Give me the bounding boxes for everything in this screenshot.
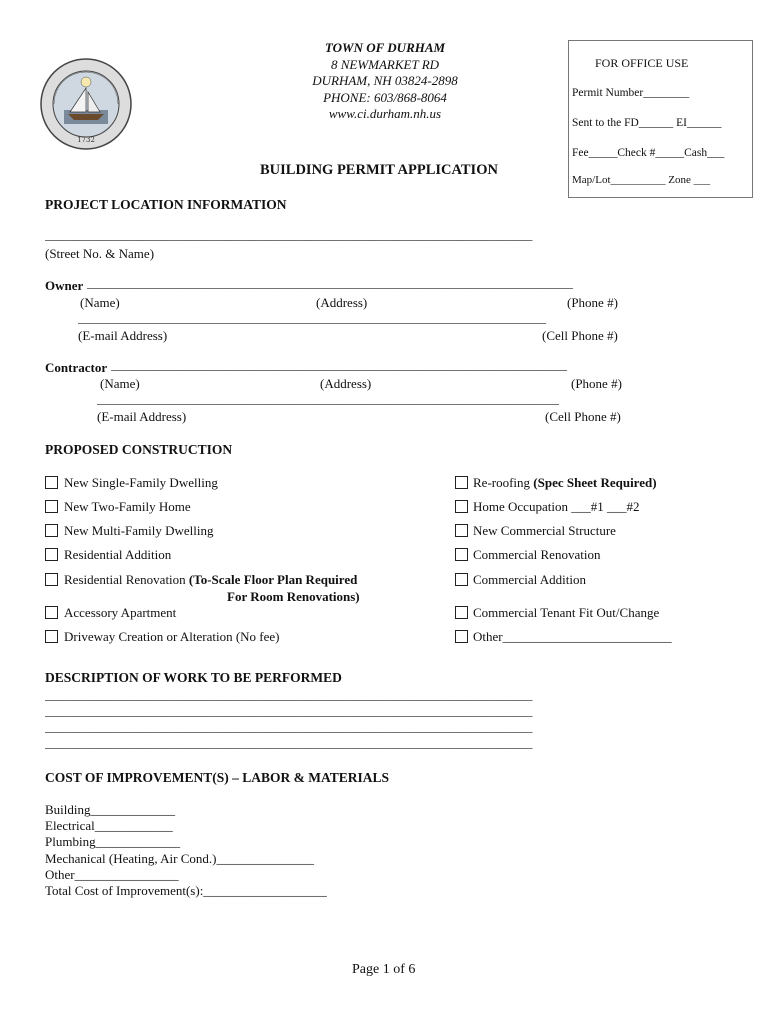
contractor-line-2[interactable]: _____________________________________________________________________________ bbox=[97, 392, 559, 406]
street-label: (Street No. & Name) bbox=[45, 246, 155, 261]
fee-field[interactable]: Fee_____Check #_____Cash___ bbox=[572, 147, 725, 159]
option-residential-addition: Residential Addition bbox=[64, 547, 172, 562]
checkbox-reroofing[interactable] bbox=[455, 476, 468, 489]
option-new-multi-family: New Multi-Family Dwelling bbox=[64, 523, 214, 538]
cost-electrical[interactable]: Electrical____________ bbox=[45, 818, 173, 833]
contractor-phone-label: (Phone #) bbox=[571, 376, 622, 391]
checkbox-commercial-addition[interactable] bbox=[455, 573, 468, 586]
reroofing-requirement: (Spec Sheet Required) bbox=[533, 475, 657, 490]
sent-to-field[interactable]: Sent to the FD______ EI______ bbox=[572, 117, 722, 129]
option-new-commercial: New Commercial Structure bbox=[473, 523, 616, 538]
cost-mechanical[interactable]: Mechanical (Heating, Air Cond.)_______________ bbox=[45, 851, 314, 866]
option-tenant-fit-out: Commercial Tenant Fit Out/Change bbox=[473, 605, 660, 620]
contractor-cell-label: (Cell Phone #) bbox=[545, 409, 621, 424]
page-title: BUILDING PERMIT APPLICATION bbox=[260, 162, 498, 178]
town-seal-icon bbox=[40, 58, 132, 150]
map-lot-field[interactable]: Map/Lot__________ Zone ___ bbox=[572, 174, 711, 186]
office-use-title: FOR OFFICE USE bbox=[595, 56, 689, 70]
cost-total[interactable]: Total Cost of Improvement(s):___________________ bbox=[45, 883, 327, 898]
town-name: TOWN OF DURHAM bbox=[324, 40, 446, 55]
checkbox-residential-renovation[interactable] bbox=[45, 573, 58, 586]
owner-name-label: (Name) bbox=[80, 295, 120, 310]
reroofing-label: Re-roofing bbox=[473, 475, 534, 490]
street-line[interactable]: ____________________________________________________________________________________ bbox=[45, 228, 533, 242]
town-city: DURHAM, NH 03824-2898 bbox=[312, 73, 458, 88]
cost-heading: COST OF IMPROVEMENT(S) – LABOR & MATERIALS bbox=[45, 770, 390, 785]
project-location-heading: PROJECT LOCATION INFORMATION bbox=[45, 197, 287, 212]
description-line-4[interactable]: ____________________________________________________________________________________ bbox=[45, 736, 533, 750]
page-number: Page 1 of 6 bbox=[352, 962, 416, 977]
checkbox-new-single-family[interactable] bbox=[45, 476, 58, 489]
owner-phone-label: (Phone #) bbox=[567, 295, 618, 310]
option-reroofing bbox=[473, 475, 657, 491]
option-other[interactable]: Other__________________________ bbox=[473, 629, 672, 644]
option-driveway: Driveway Creation or Alteration (No fee) bbox=[64, 629, 280, 644]
option-new-single-family: New Single-Family Dwelling bbox=[64, 475, 218, 490]
option-commercial-addition: Commercial Addition bbox=[473, 572, 587, 587]
description-line-3[interactable]: ____________________________________________________________________________________ bbox=[45, 720, 533, 734]
town-phone: PHONE: 603/868-8064 bbox=[323, 89, 447, 105]
owner-address-label: (Address) bbox=[316, 295, 368, 310]
owner-label: Owner bbox=[45, 278, 84, 293]
permit-number-field[interactable]: Permit Number________ bbox=[572, 87, 690, 99]
option-new-two-family: New Two-Family Home bbox=[64, 499, 191, 514]
checkbox-driveway[interactable] bbox=[45, 630, 58, 643]
checkbox-home-occupation[interactable] bbox=[455, 500, 468, 513]
contractor-email-label: (E-mail Address) bbox=[97, 409, 187, 424]
proposed-construction-heading: PROPOSED CONSTRUCTION bbox=[45, 442, 233, 457]
checkbox-new-two-family[interactable] bbox=[45, 500, 58, 513]
office-use-box bbox=[568, 40, 753, 198]
checkbox-other[interactable] bbox=[455, 630, 468, 643]
description-line-2[interactable]: ____________________________________________________________________________________ bbox=[45, 704, 533, 718]
contractor-line[interactable]: ____________________________________________________________________________ bbox=[111, 358, 567, 372]
cost-building[interactable]: Building_____________ bbox=[45, 802, 176, 817]
town-website: www.ci.durham.nh.us bbox=[328, 106, 442, 121]
town-street: 8 NEWMARKET RD bbox=[330, 56, 440, 72]
description-line-1[interactable]: ____________________________________________________________________________________ bbox=[45, 688, 533, 702]
svg-text:1732: 1732 bbox=[77, 136, 95, 144]
checkbox-new-multi-family[interactable] bbox=[45, 524, 58, 537]
checkbox-commercial-renovation[interactable] bbox=[455, 548, 468, 561]
option-accessory-apartment: Accessory Apartment bbox=[64, 605, 177, 620]
checkbox-new-commercial[interactable] bbox=[455, 524, 468, 537]
checkbox-residential-addition[interactable] bbox=[45, 548, 58, 561]
option-residential-renovation bbox=[64, 572, 357, 588]
renovation-requirement-1: (To-Scale Floor Plan Required bbox=[188, 572, 358, 587]
description-heading: DESCRIPTION OF WORK TO BE PERFORMED bbox=[45, 670, 342, 685]
residential-renovation-label: Residential Renovation bbox=[64, 572, 189, 587]
owner-line[interactable]: _________________________________________________________________________________ bbox=[87, 276, 573, 290]
contractor-address-label: (Address) bbox=[320, 376, 372, 391]
option-home-occupation: Home Occupation ___#1 ___#2 bbox=[473, 499, 640, 514]
contractor-name-label: (Name) bbox=[100, 376, 140, 391]
owner-cell-label: (Cell Phone #) bbox=[542, 328, 618, 343]
renovation-requirement-2: For Room Renovations) bbox=[227, 589, 360, 604]
checkbox-accessory-apartment[interactable] bbox=[45, 606, 58, 619]
owner-email-label: (E-mail Address) bbox=[78, 328, 168, 343]
town-header bbox=[270, 40, 500, 123]
cost-other[interactable]: Other________________ bbox=[45, 867, 179, 882]
owner-line-2[interactable]: ______________________________________________________________________________ bbox=[78, 311, 546, 325]
cost-plumbing[interactable]: Plumbing_____________ bbox=[45, 834, 181, 849]
option-commercial-renovation: Commercial Renovation bbox=[473, 547, 601, 562]
contractor-label: Contractor bbox=[45, 360, 108, 375]
checkbox-tenant-fit-out[interactable] bbox=[455, 606, 468, 619]
